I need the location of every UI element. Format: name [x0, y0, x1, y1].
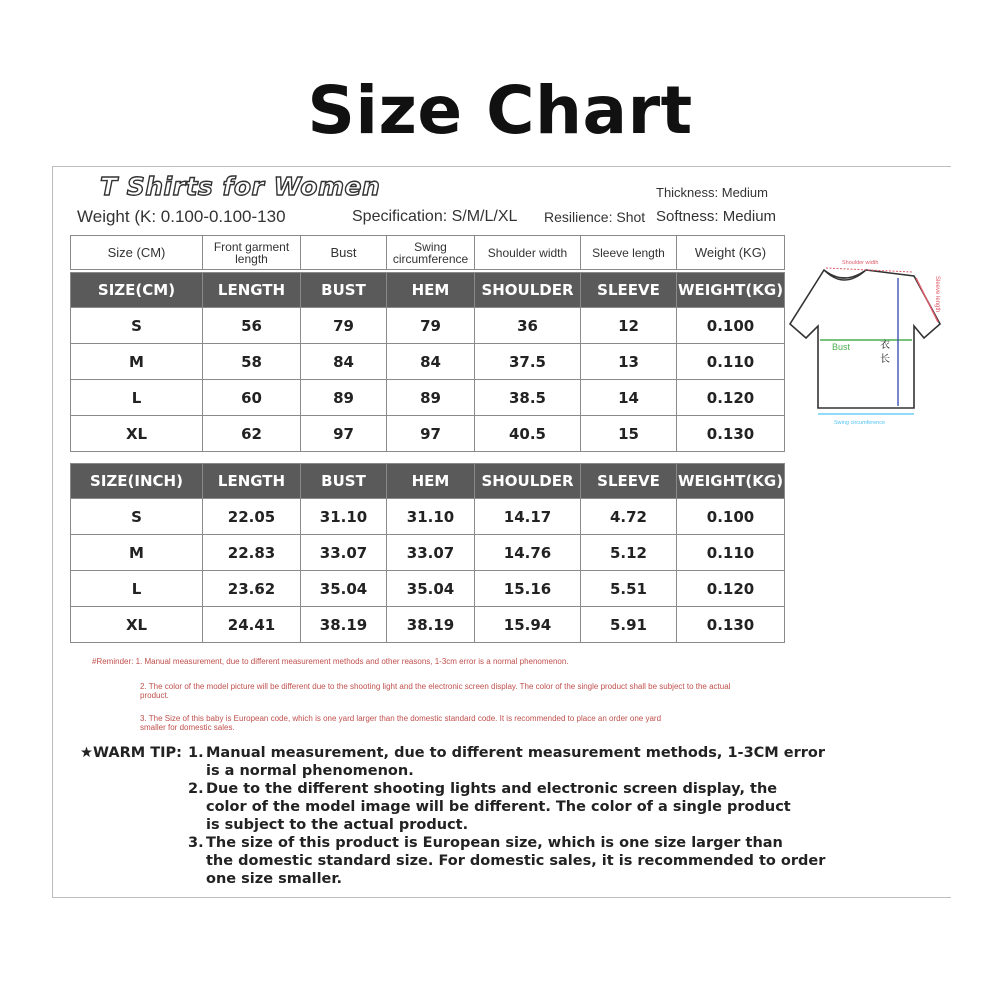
- table-cell: 22.05: [203, 499, 301, 535]
- table-cell: 22.83: [203, 535, 301, 571]
- table-row: [71, 308, 785, 344]
- table-cell: 31.10: [301, 499, 387, 535]
- table-cell: 12: [581, 308, 677, 344]
- table-row: [71, 416, 785, 452]
- table-cell: 38.19: [387, 607, 475, 643]
- table-cell: 14: [581, 380, 677, 416]
- column-header: LENGTH: [203, 464, 301, 499]
- label-cell: Sleeve length: [581, 236, 677, 270]
- sleeve-length-label: Sleeve length: [934, 276, 940, 313]
- weight-text: Weight (K: 0.100-0.100-130: [77, 207, 286, 226]
- table-cell: L: [71, 380, 203, 416]
- label-row: [71, 236, 785, 270]
- warm-tip: [80, 744, 840, 888]
- softness-text: Softness: Medium: [656, 208, 777, 225]
- table-cell: 14.76: [475, 535, 581, 571]
- table-cell: XL: [71, 416, 203, 452]
- warm-tip-line: one size smaller.: [206, 871, 342, 887]
- column-header: BUST: [301, 464, 387, 499]
- reminder-3: 3. The Size of this baby is European code, which is one yard larger than the domestic standard code. It is recommended to place an order one yard smaller for domestic sales.: [140, 714, 662, 732]
- table-cell: 5.12: [581, 535, 677, 571]
- warm-tip-line: Manual measurement, due to different measurement methods, 1-3CM error: [206, 745, 826, 761]
- table-cell: 0.120: [677, 380, 785, 416]
- label-table: [70, 235, 785, 270]
- column-header: HEM: [387, 464, 475, 499]
- label-cell: Swing circumference: [387, 236, 475, 270]
- specification-text: Specification: S/M/L/XL: [352, 208, 518, 225]
- column-header: LENGTH: [203, 273, 301, 308]
- column-header: WEIGHT(KG): [677, 464, 785, 499]
- table-cell: 5.91: [581, 607, 677, 643]
- column-header: BUST: [301, 273, 387, 308]
- table-cell: 89: [387, 380, 475, 416]
- table-cell: 38.5: [475, 380, 581, 416]
- column-header: HEM: [387, 273, 475, 308]
- table-cell: 40.5: [475, 416, 581, 452]
- table-cell: 38.19: [301, 607, 387, 643]
- table-cell: S: [71, 308, 203, 344]
- reminder-2: 2. The color of the model picture will be different due to the shooting light and the electronic screen display. The color of the single product shall be subject to the actual product.: [140, 682, 731, 700]
- table-cell: 79: [301, 308, 387, 344]
- table-cell: 89: [301, 380, 387, 416]
- warm-tip-number: 1.: [188, 745, 204, 761]
- product-name: T Shirts for Women: [100, 172, 381, 201]
- warm-tip-line: is a normal phenomenon.: [206, 763, 414, 779]
- table-cell: 0.120: [677, 571, 785, 607]
- column-header: SIZE(INCH): [71, 464, 203, 499]
- label-cell: Size (CM): [71, 236, 203, 270]
- hem-label: Swing circumference: [834, 420, 886, 426]
- warm-tip-number: 3.: [188, 835, 204, 851]
- table-row: [71, 344, 785, 380]
- table-cell: M: [71, 535, 203, 571]
- table-row: [71, 607, 785, 643]
- warm-tip-line: is subject to the actual product.: [206, 817, 469, 833]
- table-cell: 0.130: [677, 607, 785, 643]
- label-cell: Front garment length: [203, 236, 301, 270]
- table-cell: 15.94: [475, 607, 581, 643]
- shoulder-width-label: Shoulder width: [842, 260, 879, 266]
- table-cell: 35.04: [301, 571, 387, 607]
- column-header: SIZE(CM): [71, 273, 203, 308]
- table-cell: 36: [475, 308, 581, 344]
- table-cell: 14.17: [475, 499, 581, 535]
- table-cell: 60: [203, 380, 301, 416]
- table-cell: 84: [387, 344, 475, 380]
- length-label-char-1: 衣: [880, 340, 890, 351]
- table-row: [71, 380, 785, 416]
- table-cell: 0.130: [677, 416, 785, 452]
- warm-tip-line: The size of this product is European size, which is one size larger than: [206, 835, 783, 851]
- warm-tip-line: Due to the different shooting lights and electronic screen display, the: [206, 781, 778, 797]
- cm-size-table: [70, 272, 785, 452]
- table-cell: 15.16: [475, 571, 581, 607]
- inch-size-table: [70, 463, 785, 643]
- table-row: [71, 499, 785, 535]
- table-cell: 0.100: [677, 499, 785, 535]
- table-cell: 0.110: [677, 344, 785, 380]
- table-cell: M: [71, 344, 203, 380]
- table-cell: 4.72: [581, 499, 677, 535]
- table-cell: 56: [203, 308, 301, 344]
- column-header: WEIGHT(KG): [677, 273, 785, 308]
- table-cell: 33.07: [387, 535, 475, 571]
- table-cell: 79: [387, 308, 475, 344]
- page-title: Size Chart: [307, 72, 693, 149]
- table-cell: 97: [301, 416, 387, 452]
- resilience-text: Resilience: Shot: [544, 209, 646, 225]
- table-cell: 0.100: [677, 308, 785, 344]
- table-cell: L: [71, 571, 203, 607]
- table-cell: XL: [71, 607, 203, 643]
- length-label-char-2: 长: [880, 354, 890, 365]
- table-row: [71, 571, 785, 607]
- bust-label: Bust: [832, 342, 851, 352]
- warm-tip-line: the domestic standard size. For domestic sales, it is recommended to order: [206, 853, 826, 869]
- label-cell: Shoulder width: [475, 236, 581, 270]
- table-cell: 62: [203, 416, 301, 452]
- tshirt-outline: [790, 270, 940, 408]
- tshirt-measurement-diagram: [786, 256, 946, 426]
- label-cell: Weight (KG): [677, 236, 785, 270]
- table-cell: S: [71, 499, 203, 535]
- table-cell: 23.62: [203, 571, 301, 607]
- table-cell: 15: [581, 416, 677, 452]
- table-cell: 84: [301, 344, 387, 380]
- column-header: SLEEVE: [581, 464, 677, 499]
- table-cell: 33.07: [301, 535, 387, 571]
- reminder-1: #Reminder: 1. Manual measurement, due to different measurement methods and other reasons, 1-3cm error is a normal phenomenon.: [92, 657, 569, 666]
- table-cell: 0.110: [677, 535, 785, 571]
- warm-tip-number: 2.: [188, 781, 204, 797]
- table-cell: 31.10: [387, 499, 475, 535]
- table-cell: 58: [203, 344, 301, 380]
- column-header: SLEEVE: [581, 273, 677, 308]
- table-row: [71, 535, 785, 571]
- table-cell: 13: [581, 344, 677, 380]
- table-cell: 97: [387, 416, 475, 452]
- column-header: SHOULDER: [475, 273, 581, 308]
- thickness-text: Thickness: Medium: [656, 185, 768, 200]
- warm-tip-label: ★WARM TIP:: [80, 745, 182, 761]
- table-cell: 37.5: [475, 344, 581, 380]
- table-cell: 5.51: [581, 571, 677, 607]
- label-cell: Bust: [301, 236, 387, 270]
- table-cell: 24.41: [203, 607, 301, 643]
- table-header-row: [71, 273, 785, 308]
- table-header-row: [71, 464, 785, 499]
- table-cell: 35.04: [387, 571, 475, 607]
- column-header: SHOULDER: [475, 464, 581, 499]
- warm-tip-line: color of the model image will be different. The color of a single product: [206, 799, 791, 815]
